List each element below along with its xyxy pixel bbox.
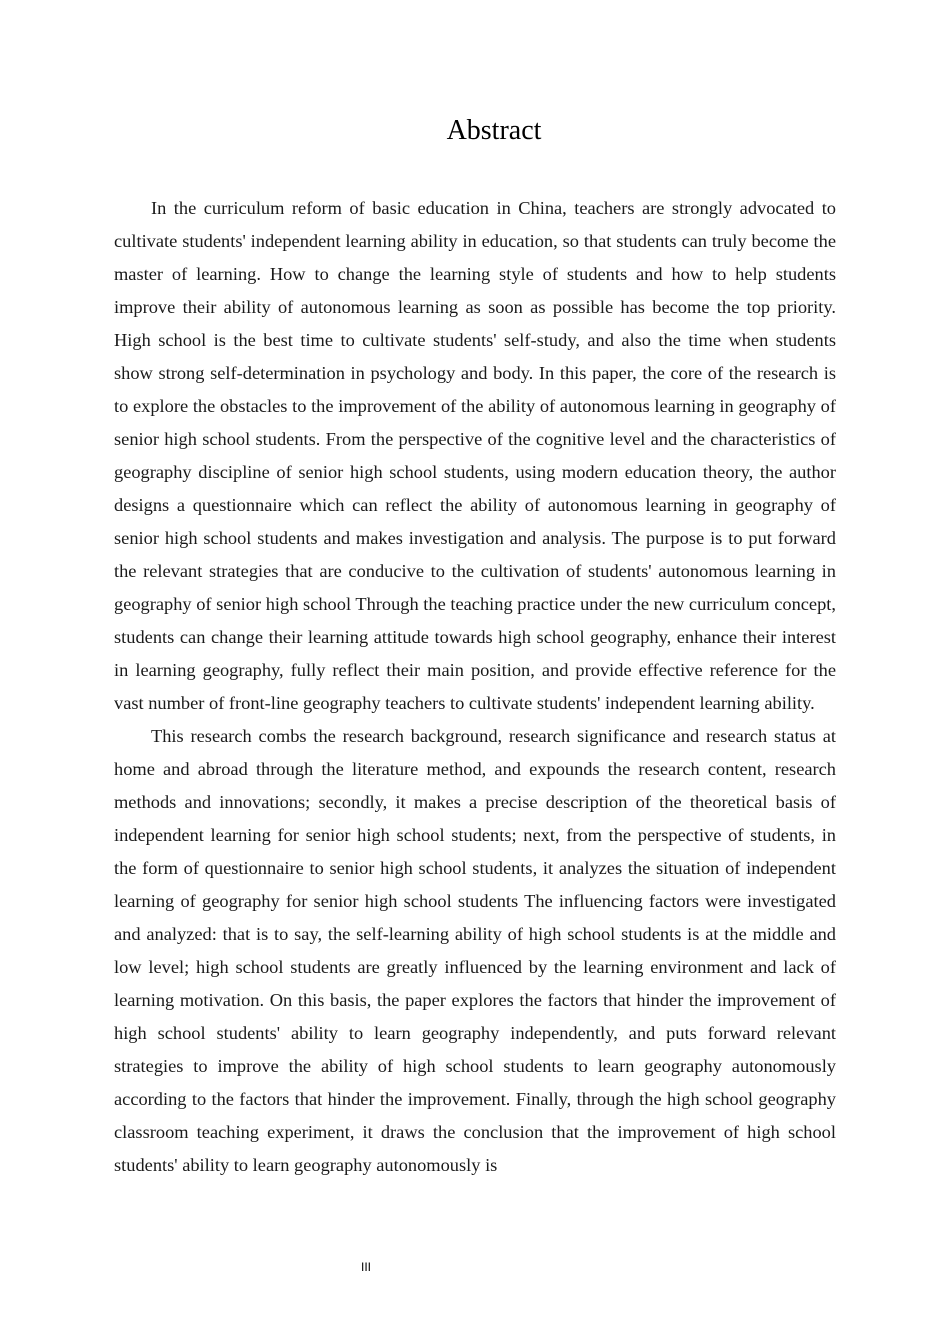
page-title: Abstract: [446, 115, 542, 146]
page-number: III: [360, 1260, 371, 1274]
abstract-paragraph-1: In the curriculum reform of basic education in China, teachers are strongly advocated to cultivate students' independent learning ability in education, so that students can truly become the master of learning. How to change the learning style of students and how to help students improve their ability of autonomous learning as soon as possible has become the top priority. High school is the best time to cultivate students' self-study, and also the time when students show strong self-determination in psychology and body. In this paper, the core of the research is to explore the obstacles to the improvement of the ability of autonomous learning in geography of senior high school students. From the perspective of the cognitive level and the characteristics of geography discipline of senior high school students, using modern education theory, the author designs a questionnaire which can reflect the ability of autonomous learning in geography of senior high school students and makes investigation and analysis. The purpose is to put forward the relevant strategies that are conducive to the cultivation of students' autonomous learning in geography of senior high school Through the teaching practice under the new curriculum concept, students can change their learning attitude towards high school geography, enhance their interest in learning geography, fully reflect their main position, and provide effective reference for the vast number of front-line geography teachers to cultivate students' independent learning ability.: [114, 198, 836, 713]
abstract-paragraph-2: This research combs the research background, research significance and research status at home and abroad through the literature method, and expounds the research content, research methods and innovations; secondly, it makes a precise description of the theoretical basis of independent learning for senior high school students; next, from the perspective of students, in the form of questionnaire to senior high school students, it analyzes the situation of independent learning of geography for senior high school students The influencing factors were investigated and analyzed: that is to say, the self-learning ability of high school students is at the middle and low level; high school students are greatly influenced by the learning environment and lack of learning motivation. On this basis, the paper explores the factors that hinder the improvement of high school students' ability to learn geography independently, and puts forward relevant strategies to improve the ability of high school students to learn geography autonomously according to the factors that hinder the improvement. Finally, through the high school geography classroom teaching experiment, it draws the conclusion that the improvement of high school students' ability to learn geography autonomously is: [114, 726, 836, 1175]
abstract-body: [114, 192, 836, 1182]
